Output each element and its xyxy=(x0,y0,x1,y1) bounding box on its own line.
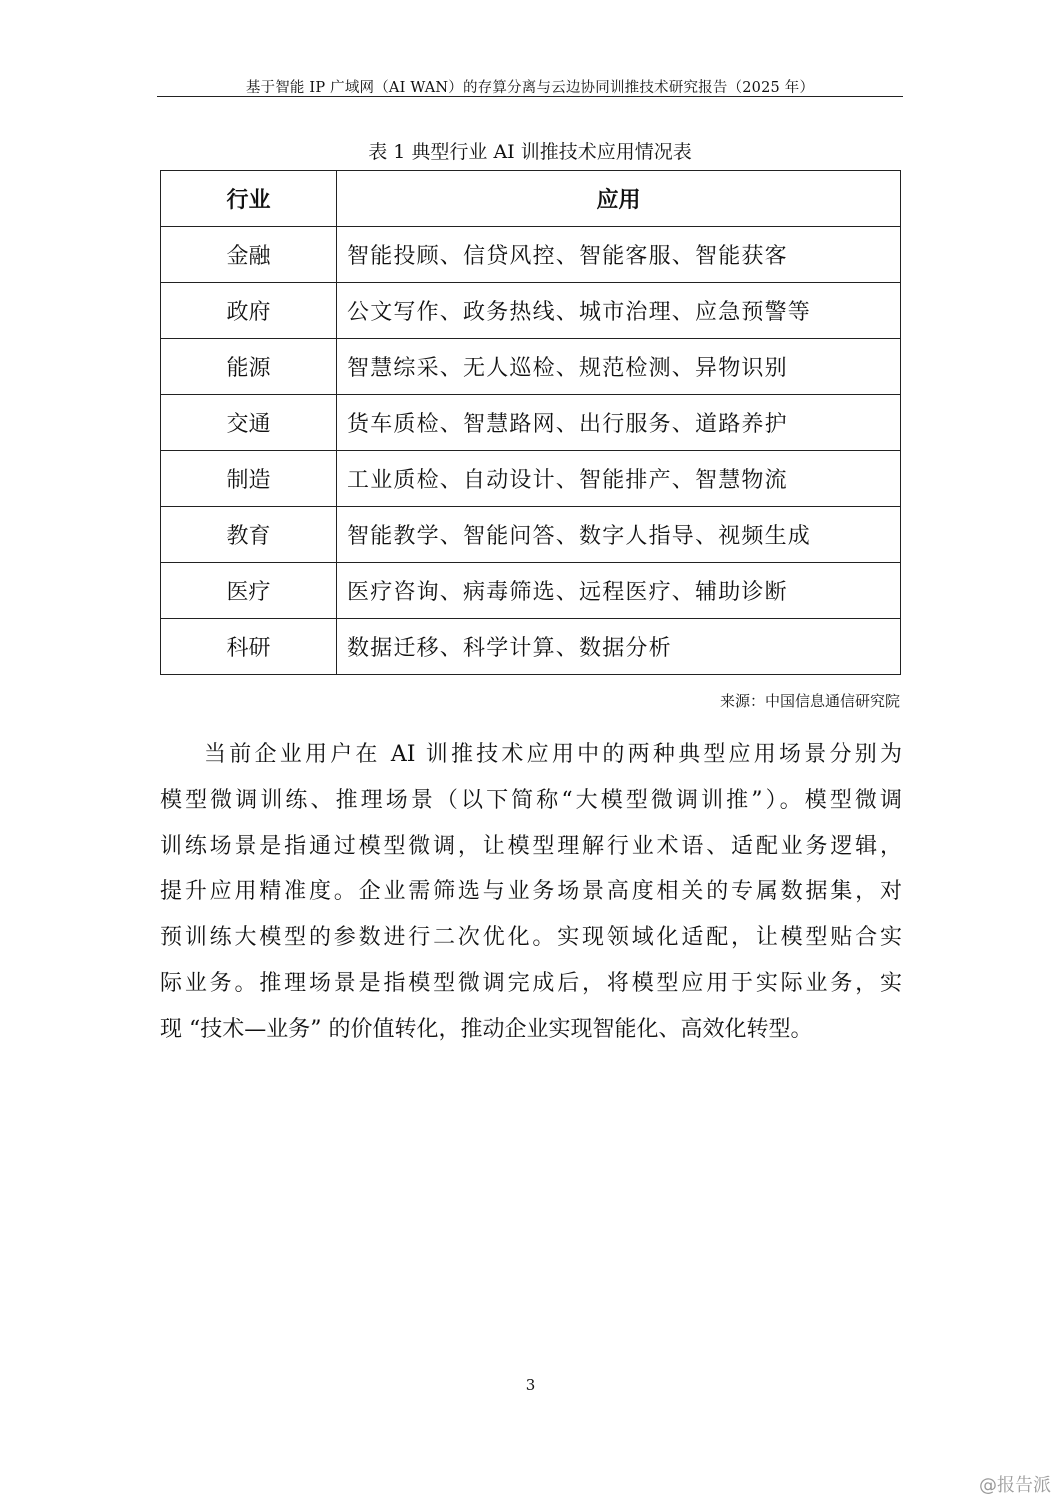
paragraph-line: 模型微调训练、推理场景（以下简称“大模型微调训推”）。模型微调 xyxy=(160,787,902,813)
industry-cell: 科研 xyxy=(161,619,337,675)
table-row xyxy=(161,507,901,563)
watermark: @报告派 xyxy=(979,1475,1051,1496)
applications-cell: 医疗咨询、病毒筛选、远程医疗、辅助诊断 xyxy=(337,563,901,619)
header-divider xyxy=(157,96,903,97)
paragraph-line: 提升应用精准度。企业需筛选与业务场景高度相关的专属数据集，对 xyxy=(160,879,902,905)
industry-cell: 医疗 xyxy=(161,563,337,619)
table-header-row xyxy=(161,171,901,227)
table-row xyxy=(161,563,901,619)
industry-cell: 金融 xyxy=(161,227,337,283)
table-caption: 表 1 典型行业 AI 训推技术应用情况表 xyxy=(368,141,692,163)
industry-cell: 政府 xyxy=(161,283,337,339)
table-row xyxy=(161,619,901,675)
table-row xyxy=(161,395,901,451)
industry-cell: 能源 xyxy=(161,339,337,395)
table-row xyxy=(161,339,901,395)
column-header-applications: 应用 xyxy=(337,171,901,227)
paragraph-line: 当前企业用户在 AI 训推技术应用中的两种典型应用场景分别为 xyxy=(204,742,902,767)
table-row xyxy=(161,227,901,283)
table-row xyxy=(161,283,901,339)
page-number: 3 xyxy=(525,1376,536,1394)
applications-cell: 数据迁移、科学计算、数据分析 xyxy=(337,619,901,675)
industry-cell: 交通 xyxy=(161,395,337,451)
applications-cell: 货车质检、智慧路网、出行服务、道路养护 xyxy=(337,395,901,451)
applications-cell: 智慧综采、无人巡检、规范检测、异物识别 xyxy=(337,339,901,395)
table-source-note: 来源：中国信息通信研究院 xyxy=(719,692,900,710)
page-header-title: 基于智能 IP 广域网（AI WAN）的存算分离与云边协同训推技术研究报告（2025 年） xyxy=(245,80,815,96)
applications-cell: 工业质检、自动设计、智能排产、智慧物流 xyxy=(337,451,901,507)
paragraph-line: 现 “技术—业务” 的价值转化，推动企业实现智能化、高效化转型。 xyxy=(160,1016,813,1042)
industry-applications-table xyxy=(160,170,901,675)
applications-cell: 公文写作、政务热线、城市治理、应急预警等 xyxy=(337,283,901,339)
industry-cell: 教育 xyxy=(161,507,337,563)
table-row xyxy=(161,451,901,507)
applications-cell: 智能投顾、信贷风控、智能客服、智能获客 xyxy=(337,227,901,283)
applications-cell: 智能教学、智能问答、数字人指导、视频生成 xyxy=(337,507,901,563)
body-paragraph xyxy=(160,732,902,1053)
paragraph-line: 际业务。推理场景是指模型微调完成后，将模型应用于实际业务，实 xyxy=(160,970,902,996)
industry-cell: 制造 xyxy=(161,451,337,507)
paragraph-line: 训练场景是指通过模型微调，让模型理解行业术语、适配业务逻辑， xyxy=(160,833,902,859)
paragraph-line: 预训练大模型的参数进行二次优化。实现领域化适配，让模型贴合实 xyxy=(160,925,902,951)
column-header-industry: 行业 xyxy=(161,171,337,227)
